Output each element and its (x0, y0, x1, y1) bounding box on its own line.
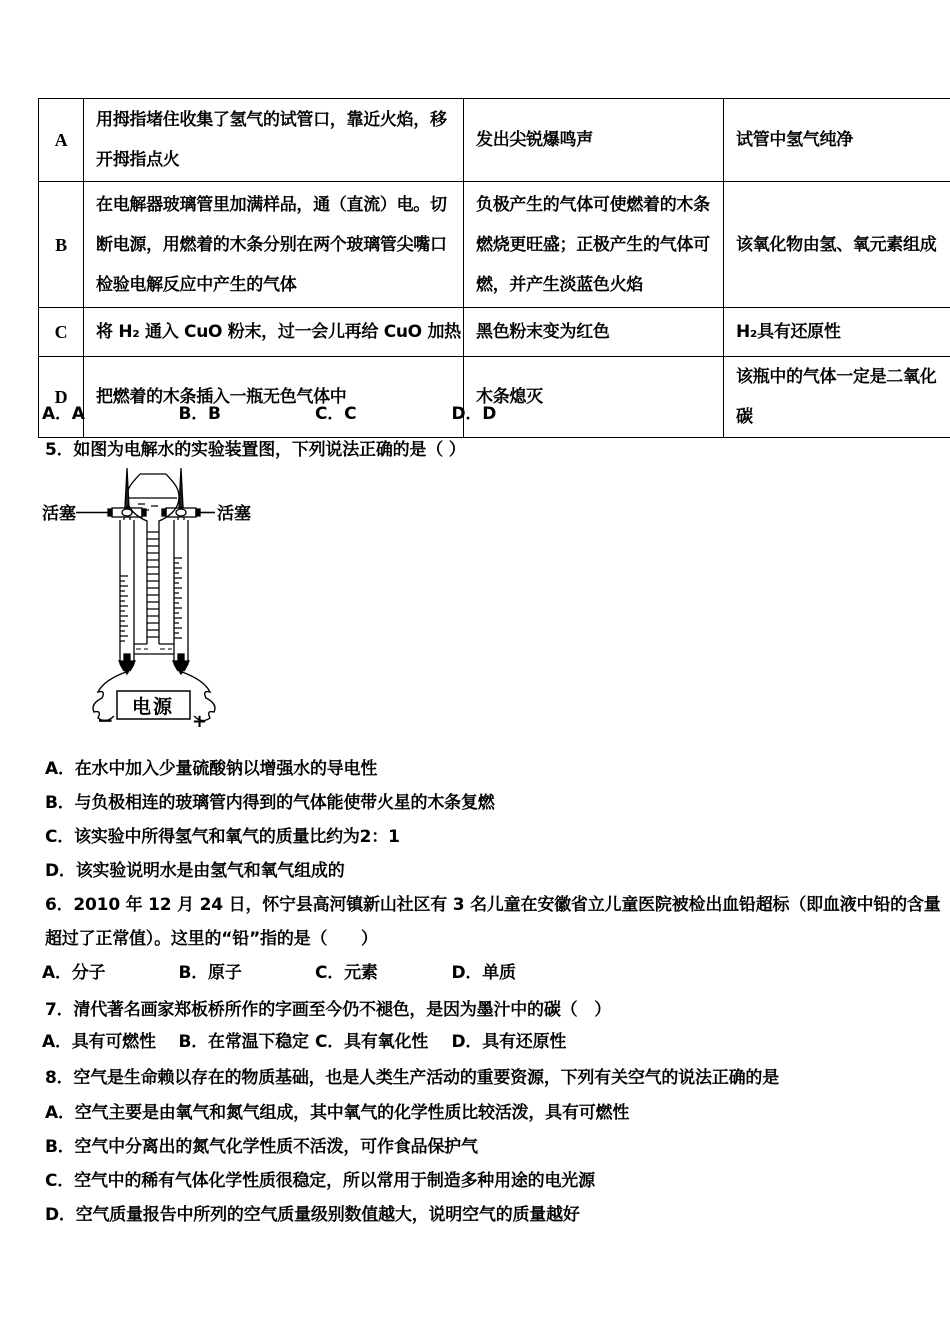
right-stopcock (162, 468, 215, 517)
option-c: C．该实验中所得氢气和氧气的质量比约为2：1 (45, 827, 400, 847)
left-electrode (119, 654, 135, 674)
option-d: D．单质 (451, 963, 516, 983)
cell-operation: 用拇指堵住收集了氢气的试管口，靠近火焰，移开拇指点火 (84, 99, 464, 182)
cell-conclusion: H₂具有还原性 (724, 308, 950, 357)
option-c: C．空气中的稀有气体化学性质很稳定，所以常用于制造多种用途的电光源 (45, 1171, 595, 1191)
cell-conclusion: 该氧化物由氢、氧元素组成 (724, 182, 950, 308)
option-c: C．具有氧化性 (315, 1032, 429, 1052)
cell-phenomenon: 负极产生的气体可使燃着的木条燃烧更旺盛；正极产生的气体可燃，并产生淡蓝色火焰 (464, 182, 724, 308)
option-a: A．分子 (42, 963, 106, 983)
option-b: B．与负极相连的玻璃管内得到的气体能使带火星的木条复燃 (45, 793, 495, 813)
question-5-options (45, 752, 495, 888)
left-stopcock (76, 468, 146, 517)
right-valve-label: 活塞 (217, 504, 251, 524)
cell-phenomenon: 发出尖锐爆鸣声 (464, 99, 724, 182)
option-d: D．该实验说明水是由氢气和氧气组成的 (45, 861, 345, 881)
option-c: C．元素 (315, 963, 378, 983)
option-b: B．空气中分离出的氮气化学性质不活泼，可作食品保护气 (45, 1137, 478, 1157)
option-b: B．B (178, 404, 221, 424)
option-b: B．在常温下稳定 (178, 1032, 309, 1052)
table-row (39, 99, 950, 182)
comparison-table (38, 98, 950, 438)
row-letter: D (39, 357, 84, 438)
left-valve-label: 活塞 (42, 504, 76, 524)
left-tube (120, 517, 134, 671)
option-b: B．原子 (178, 963, 242, 983)
question-5-stem: 5．如图为电解水的实验装置图，下列说法正确的是（ ） (45, 440, 466, 460)
option-a: A．A (42, 404, 85, 424)
cell-operation: 将 H₂ 通入 CuO 粉末，过一会儿再给 CuO 加热 (84, 308, 464, 357)
cell-operation: 把燃着的木条插入一瓶无色气体中 (84, 357, 464, 438)
right-electrode (173, 654, 189, 674)
question-6-line-2: 超过了正常值）。这里的“铅”指的是（ ） (45, 929, 378, 949)
center-tube (147, 526, 159, 644)
funnel (127, 474, 179, 526)
cell-conclusion: 试管中氢气纯净 (724, 99, 950, 182)
right-tube (174, 517, 188, 671)
option-c: C．C (315, 404, 357, 424)
option-d: D．空气质量报告中所列的空气质量级别数值越大，说明空气的质量越好 (45, 1205, 580, 1225)
positive-terminal-sign: + (192, 711, 208, 732)
negative-terminal-sign: − (97, 708, 114, 732)
electrolysis-diagram (40, 458, 300, 750)
table-row (39, 182, 950, 308)
option-d: D．具有还原性 (451, 1032, 567, 1052)
question-7-options (42, 1030, 566, 1054)
option-a: A．具有可燃性 (42, 1032, 156, 1052)
table-row (39, 308, 950, 357)
cell-phenomenon: 木条熄灭 (464, 357, 724, 438)
option-a: A．空气主要是由氧气和氮气组成，其中氧气的化学性质比较活泼，具有可燃性 (45, 1103, 630, 1123)
question-8-options (45, 1096, 629, 1232)
cell-conclusion: 该瓶中的气体一定是二氧化碳 (724, 357, 950, 438)
question-8-stem: 8．空气是生命赖以存在的物质基础，也是人类生产活动的重要资源，下列有关空气的说法正确的是 (45, 1068, 780, 1088)
question-6-options (42, 961, 516, 985)
option-a: A．在水中加入少量硫酸钠以增强水的导电性 (45, 759, 378, 779)
cell-operation: 在电解器玻璃管里加满样品，通（直流）电。切断电源，用燃着的木条分别在两个玻璃管尖嘴口检验电解反应中产生的气体 (84, 182, 464, 308)
bottom-connector (134, 644, 174, 654)
row-letter: C (39, 308, 84, 357)
question-6-line-1: 6．2010 年 12 月 24 日，怀宁县高河镇新山社区有 3 名儿童在安徽省立儿童医院被检出血铅超标（即血液中铅的含量 (45, 895, 941, 915)
question-6-stem (45, 888, 941, 956)
question-7-stem: 7．清代著名画家郑板桥所作的字画至今仍不褪色，是因为墨汁中的碳（ ） (45, 1000, 612, 1020)
power-supply-label: 电源 (131, 696, 175, 718)
row-letter: A (39, 99, 84, 182)
option-d: D．D (451, 404, 497, 424)
cell-phenomenon: 黑色粉末变为红色 (464, 308, 724, 357)
table-answer-row (42, 402, 496, 426)
row-letter: B (39, 182, 84, 308)
